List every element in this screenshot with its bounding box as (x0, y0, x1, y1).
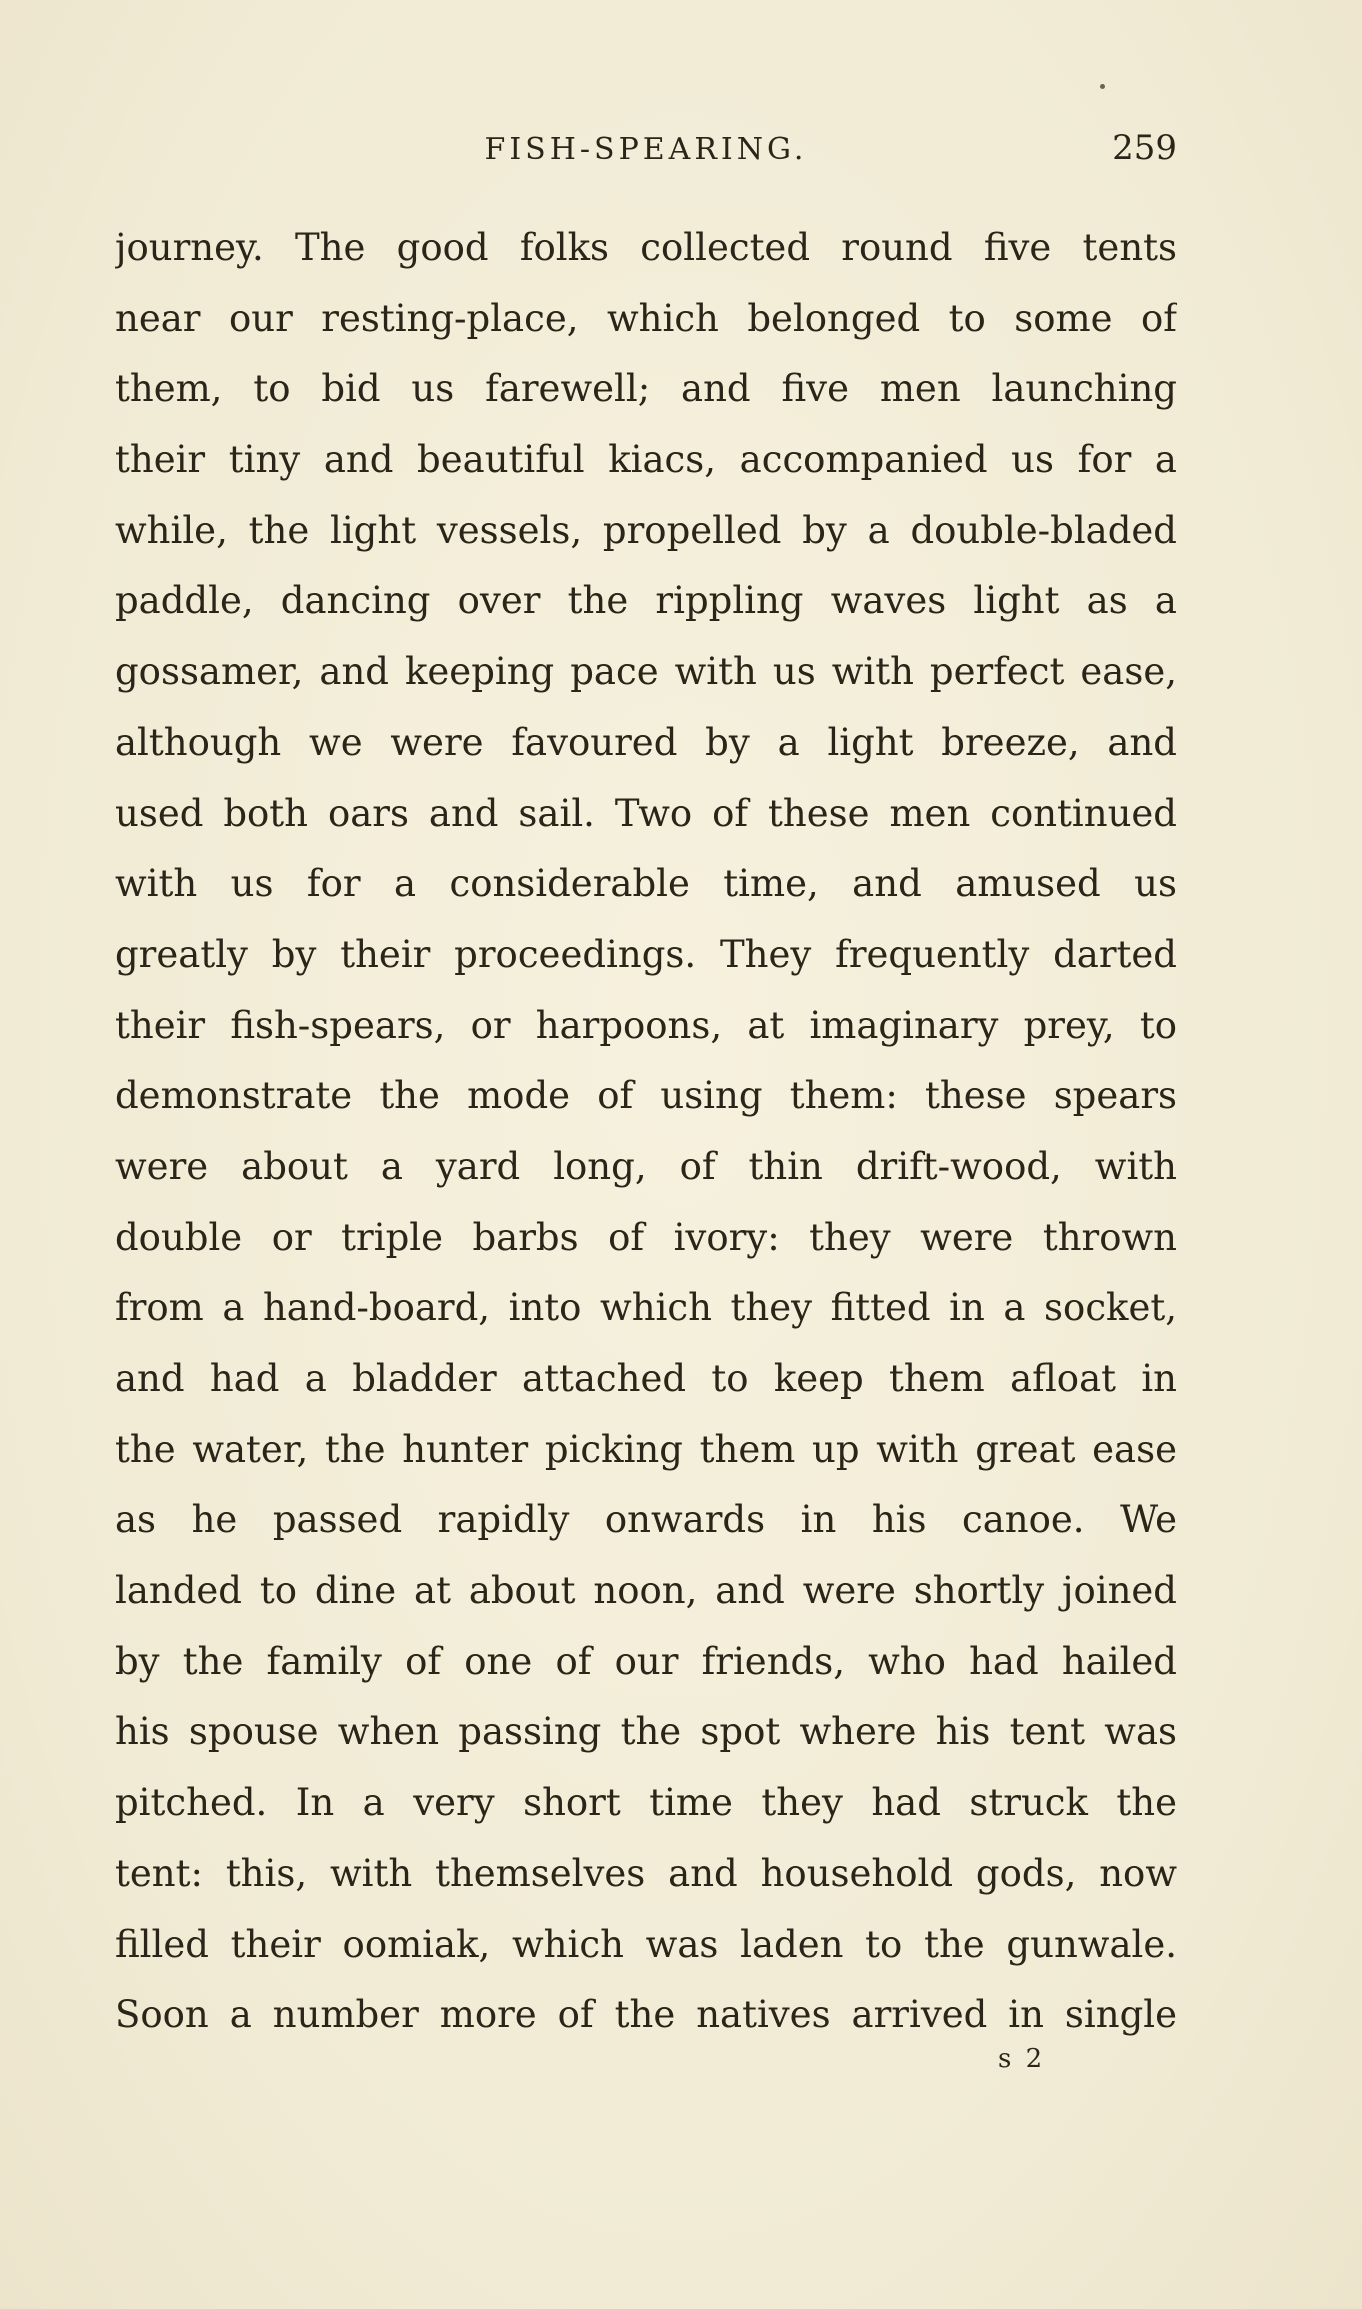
text-line: filled their oomiak, which was laden to the gunwale. (115, 1922, 1177, 1966)
text-line: tent: this, with themselves and household gods, now (115, 1851, 1177, 1895)
text-line: paddle, dancing over the rippling waves light as a (115, 579, 1177, 623)
text-line: while, the light vessels, propelled by a double-bladed (115, 508, 1177, 552)
text-line: used both oars and sail. Two of these men continued (115, 791, 1177, 835)
text-line: and had a bladder attached to keep them afloat in (115, 1357, 1177, 1400)
text-line: by the family of one of our friends, who had hailed (115, 1639, 1177, 1683)
text-line: the water, the hunter picking them up with great ease (115, 1427, 1177, 1471)
text-line: journey. The good folks collected round five tents (115, 226, 1177, 269)
text-line: although we were favoured by a light breeze, and (115, 720, 1177, 764)
text-line: Soon a number more of the natives arrived in single (115, 1993, 1177, 2037)
ink-speck (1100, 84, 1105, 89)
text-line: were about a yard long, of thin drift-wood, with (115, 1144, 1177, 1188)
text-line: double or triple barbs of ivory: they were thrown (115, 1215, 1177, 1259)
text-line: their tiny and beautiful kiacs, accompanied us for a (115, 438, 1177, 482)
running-head-title: FISH-SPEARING. (484, 132, 808, 167)
signature-mark: s 2 (998, 2044, 1046, 2074)
text-line: landed to dine at about noon, and were shortly joined (115, 1569, 1177, 1613)
body-text (115, 213, 1177, 2051)
page-number: 259 (1112, 128, 1177, 168)
text-line: with us for a considerable time, and amused us (115, 862, 1177, 906)
text-line: demonstrate the mode of using them: these spears (115, 1074, 1177, 1118)
text-line: pitched. In a very short time they had struck the (115, 1781, 1177, 1825)
text-line: greatly by their proceedings. They frequently darted (115, 932, 1177, 976)
text-line: as he passed rapidly onwards in his canoe. We (115, 1498, 1177, 1542)
text-line: them, to bid us farewell; and five men launching (115, 367, 1177, 411)
text-line: from a hand-board, into which they fitted in a socket, (115, 1286, 1177, 1330)
text-line: their fish-spears, or harpoons, at imaginary prey, to (115, 1003, 1177, 1047)
text-line: gossamer, and keeping pace with us with perfect ease, (115, 650, 1177, 694)
text-line: his spouse when passing the spot where his tent was (115, 1710, 1177, 1754)
running-head (115, 128, 1177, 178)
text-line: near our resting-place, which belonged to some of (115, 296, 1177, 340)
